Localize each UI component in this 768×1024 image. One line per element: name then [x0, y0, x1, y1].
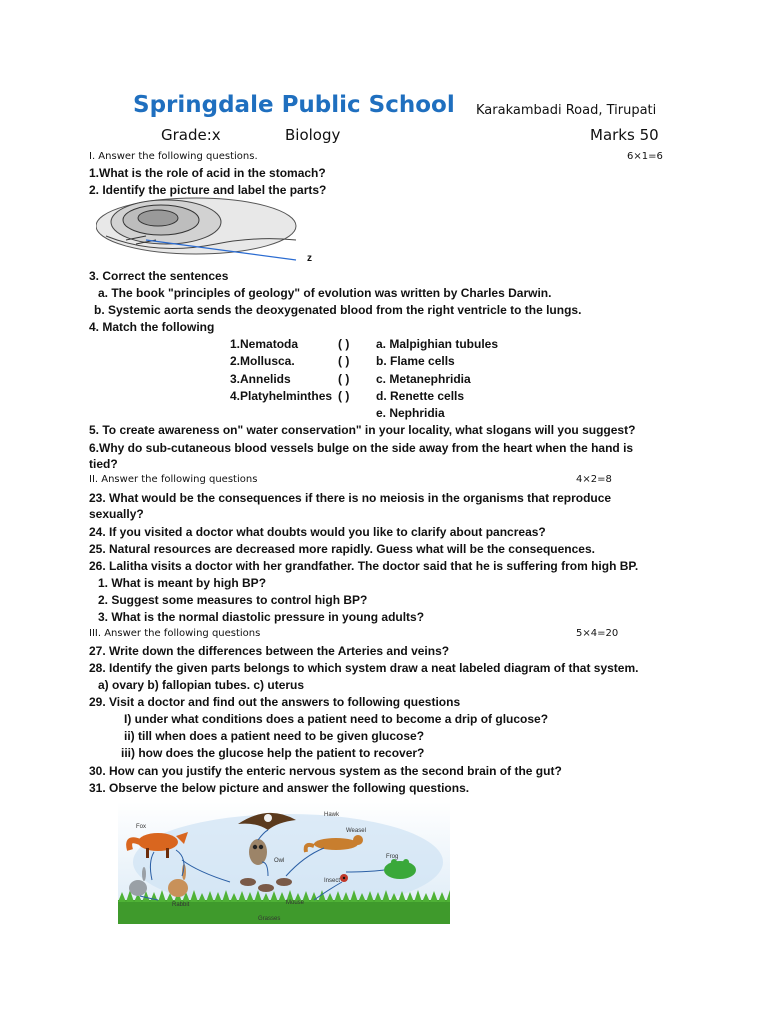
match-right-c: c. Metanephridia — [376, 372, 471, 386]
match-left-2: 2.Mollusca. — [230, 354, 295, 368]
question-28: 28. Identify the given parts belongs to which system draw a neat labeled diagram of that system. — [89, 661, 639, 675]
match-right-a: a. Malpighian tubules — [376, 337, 499, 351]
question-3a: a. The book "principles of geology" of evolution was written by Charles Darwin. — [98, 286, 552, 300]
question-4: 4. Match the following — [89, 320, 215, 334]
school-name: Springdale Public School — [133, 92, 455, 118]
question-31: 31. Observe the below picture and answer the following questions. — [89, 781, 470, 795]
match-bracket-2: ( ) — [338, 354, 350, 368]
question-29-i: I) under what conditions does a patient need to become a drip of glucose? — [124, 712, 549, 726]
question-23-line2: sexually? — [89, 507, 144, 521]
question-29-iii: iii) how does the glucose help the patient to recover? — [121, 746, 425, 760]
question-27: 27. Write down the differences between the Arteries and veins? — [89, 644, 450, 658]
question-26-1: 1. What is meant by high BP? — [98, 576, 267, 590]
question-26: 26. Lalitha visits a doctor with her grandfather. The doctor said that he is suffering from high BP. — [89, 559, 639, 573]
question-28-options: a) ovary b) fallopian tubes. c) uterus — [98, 678, 305, 692]
label-grasses: Grasses — [258, 916, 281, 922]
match-left-4: 4.Platyhelminthes — [230, 389, 333, 403]
question-6-line1: 6.Why do sub-cutaneous blood vessels bulge on the side away from the heart when the hand is — [89, 441, 634, 455]
label-mouse: Mouse — [286, 900, 305, 906]
label-weasel: Weasel — [346, 828, 366, 834]
section-2-heading: II. Answer the following questions — [89, 474, 258, 485]
figure-label-z: z — [307, 253, 312, 264]
section-1-marks: 6×1=6 — [627, 151, 663, 162]
label-fox: Fox — [136, 824, 147, 830]
question-29: 29. Visit a doctor and find out the answers to following questions — [89, 695, 461, 709]
food-web-illustration — [118, 802, 450, 924]
match-right-d: d. Renette cells — [376, 389, 465, 403]
section-1-heading: I. Answer the following questions. — [89, 151, 258, 162]
label-insect: Insect — [324, 878, 341, 884]
question-23-line1: 23. What would be the consequences if there is no meiosis in the organisms that reproduce — [89, 491, 612, 505]
question-29-ii: ii) till when does a patient need to be given glucose? — [124, 729, 425, 743]
label-frog: Frog — [386, 854, 399, 860]
subject-label: Biology — [285, 126, 341, 144]
section-3-marks: 5×4=20 — [576, 628, 619, 639]
match-right-b: b. Flame cells — [376, 354, 455, 368]
school-address: Karakambadi Road, Tirupati — [476, 103, 657, 118]
marks-total: Marks 50 — [590, 126, 659, 144]
question-3b: b. Systemic aorta sends the deoxygenated blood from the right ventricle to the lungs. — [94, 303, 582, 317]
question-2: 2. Identify the picture and label the parts? — [89, 183, 327, 197]
match-bracket-4: ( ) — [338, 389, 350, 403]
question-5: 5. To create awareness on" water conservation" in your locality, what slogans will you suggest? — [89, 423, 636, 437]
match-left-1: 1.Nematoda — [230, 337, 299, 351]
question-3: 3. Correct the sentences — [89, 269, 229, 283]
label-rabbit: Rabbit — [172, 902, 190, 908]
match-left-3: 3.Annelids — [230, 372, 291, 386]
label-hawk: Hawk — [324, 812, 340, 818]
question-6-line2: tied? — [89, 457, 118, 471]
question-1: 1.What is the role of acid in the stomach? — [89, 166, 326, 180]
question-24: 24. If you visited a doctor what doubts would you like to clarify about pancreas? — [89, 525, 546, 539]
question-26-2: 2. Suggest some measures to control high BP? — [98, 593, 368, 607]
match-bracket-1: ( ) — [338, 337, 350, 351]
organ-diagram — [96, 196, 306, 264]
match-right-e: e. Nephridia — [376, 406, 445, 420]
match-bracket-3: ( ) — [338, 372, 350, 386]
question-25: 25. Natural resources are decreased more rapidly. Guess what will be the consequences. — [89, 542, 595, 556]
section-2-marks: 4×2=8 — [576, 474, 612, 485]
question-26-3: 3. What is the normal diastolic pressure in young adults? — [98, 610, 425, 624]
grade-label: Grade:x — [161, 126, 221, 144]
section-3-heading: III. Answer the following questions — [89, 628, 261, 639]
question-30: 30. How can you justify the enteric nervous system as the second brain of the gut? — [89, 764, 562, 778]
insect-icon — [340, 874, 348, 882]
label-owl: Owl — [274, 858, 285, 864]
owl-icon — [249, 839, 267, 865]
